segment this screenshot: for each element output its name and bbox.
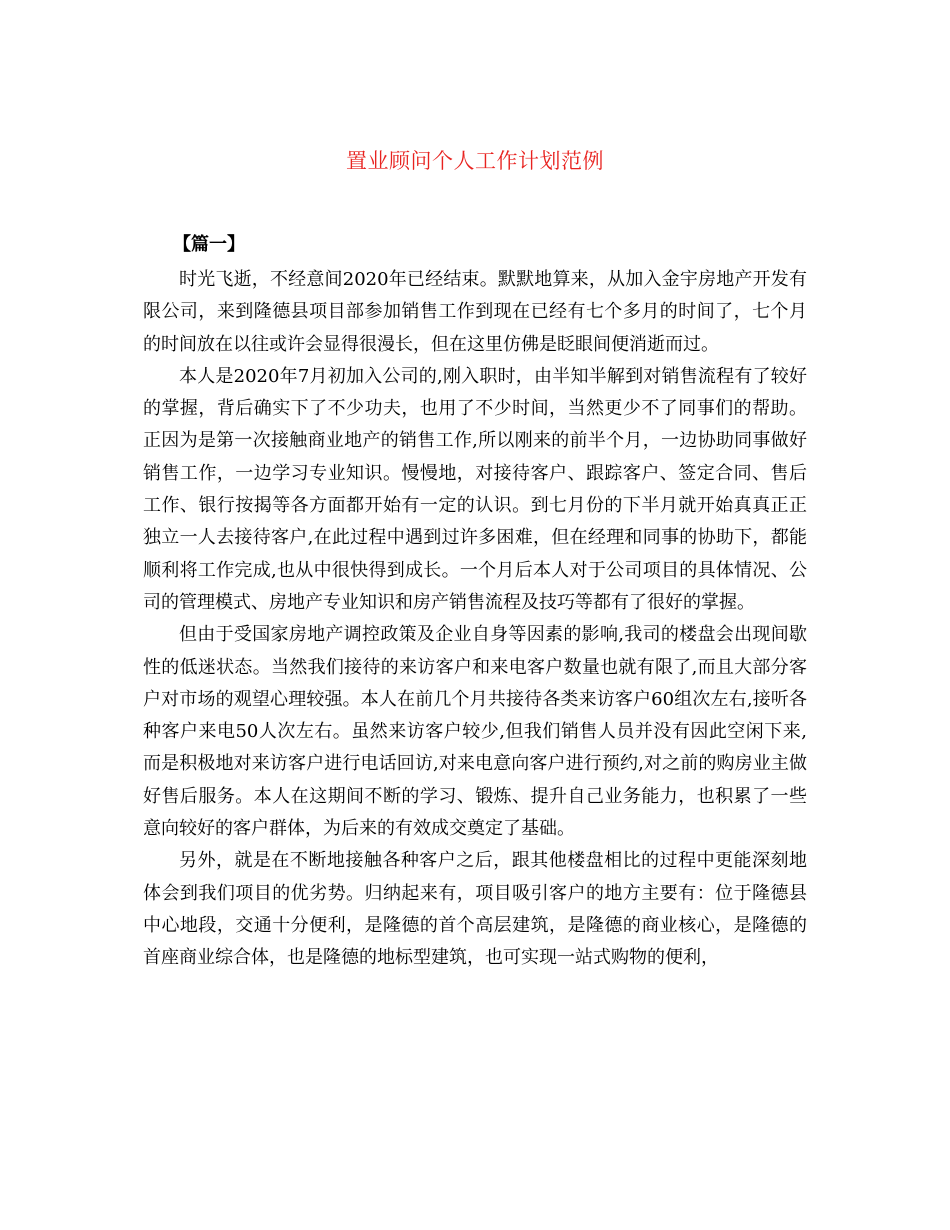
document-title: 置业顾问个人工作计划范例 [346, 149, 604, 173]
paragraph-4: 另外，就是在不断地接触各种客户之后，跟其他楼盘相比的过程中更能深刻地体会到我们项目的优劣势。归纳起来有，项目吸引客户的地方主要有：位于隆德县中心地段，交通十分便利，是隆德的首个高层建筑，是隆德的商业核心，是隆德的首座商业综合体，也是隆德的地标型建筑，也可实现一站式购物的便利， [143, 850, 807, 969]
paragraph-1: 时光飞逝，不经意间2020年已经结束。默默地算来，从加入金宇房地产开发有限公司，来到隆德县项目部参加销售工作到现在已经有七个多月的时间了，七个月的时间放在以往或许会显得很漫长，但在这里仿佛是眨眼间便消逝而过。 [143, 269, 807, 355]
document-body [143, 264, 807, 975]
paragraph-3: 但由于受国家房地产调控政策及企业自身等因素的影响,我司的楼盘会出现间歇性的低迷状态。当然我们接待的来访客户和来电客户数量也就有限了,而且大部分客户对市场的观望心理较强。本人在前几个月共接待各类来访客户60组次左右,接听各种客户来电50人次左右。虽然来访客户较少,但我们销售人员并没有因此空闲下来,而是积极地对来访客户进行电话回访,对来电意向客户进行预约,对之前的购房业主做好售后服务。本人在这期间不断的学习、锻炼、提升自己业务能力，也积累了一些意向较好的客户群体，为后来的有效成交奠定了基础。 [143, 624, 807, 840]
paragraph-2: 本人是2020年7月初加入公司的,刚入职时，由半知半解到对销售流程有了较好的掌握，背后确实下了不少功夫，也用了不少时间，当然更少不了同事们的帮助。正因为是第一次接触商业地产的销售工作,所以刚来的前半个月，一边协助同事做好销售工作，一边学习专业知识。慢慢地，对接待客户、跟踪客户、签定合同、售后工作、银行按揭等各方面都开始有一定的认识。到七月份的下半月就开始真真正正独立一人去接待客户,在此过程中遇到过许多困难，但在经理和同事的协助下，都能顺利将工作完成,也从中很快得到成长。一个月后本人对于公司项目的具体情况、公司的管理模式、房地产专业知识和房产销售流程及技巧等都有了很好的掌握。 [143, 365, 807, 613]
section-label: 【篇一】 [173, 234, 245, 255]
